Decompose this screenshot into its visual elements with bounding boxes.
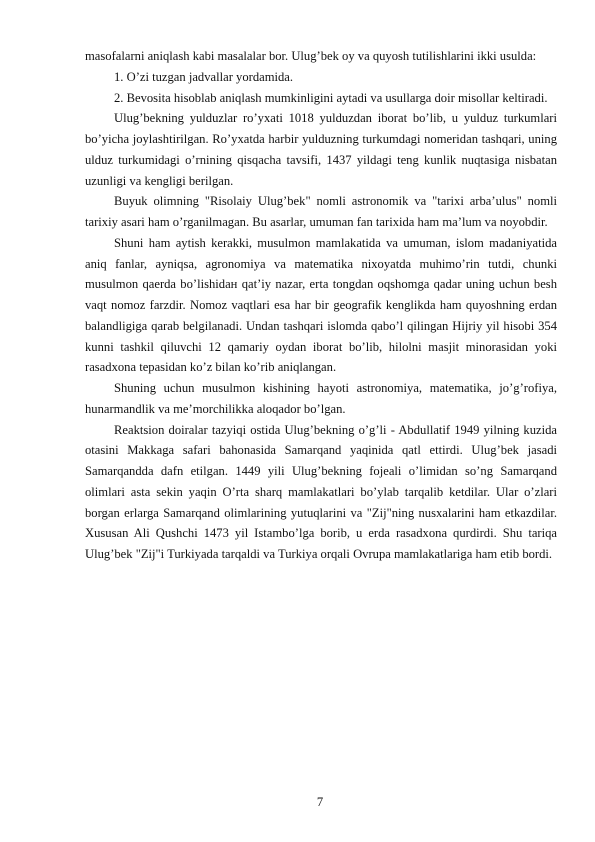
paragraph-5: Buyuk olimning "Risolaiy Ulug’bek" nomli astronomik va "tarixi arba’ulus" nomli tarixiy asari ham o’rganilmagan. Bu asarlar, umuman fan tarixida ham ma’lum va noyobdir. — [85, 194, 557, 229]
paragraph-1: masofalarni aniqlash kabi masalalar bor. Ulug’bek oy va quyosh tutilishlarini ikki usulda: — [85, 49, 537, 63]
paragraph-8: Reaktsion doiralar tazyiqi ostida Ulug’bekning o’g’li - Abdullatif 1949 yilning kuzida otasini Makkaga safari bahonasida Samarqand yaqinida qatl ettirdi. Ulug’bek jasadi Samarqandda dafn etilgan. 1449 yili Ulug’bekning fojeali o’limidan so’ng Samarqand olimlari asta sekin yaqin O’rta sharq mamlakatlari bo’ylab tarqalib ketdilar. Ular o’zlari borgan erlarga Samarqand olimlarining yutuqlarini va "Zij"ning nusxalarini ham etkazdilar. Xususan Ali Qushchi 1473 yil Istambo’lga borib, u erda rasadxona qurdirdi. Shu tariqa Ulug’bek "Zij"i Turkiyada tarqaldi va Turkiya orqali Ovrupa mamlakatlariga ham etib bordi. — [85, 422, 557, 561]
paragraph-7: Shuning uchun musulmon kishining hayoti astronomiya, matematika, jo’g’rofiya, hunarmandlik va me’morchilikka aloqador bo’lgan. — [85, 381, 557, 416]
paragraph-2: 1. O’zi tuzgan jadvallar yordamida. — [114, 69, 294, 84]
paragraph-6: Shuni ham aytish kerakki, musulmon mamlakatida va umuman, islom madaniyatida aniq fanlar, ayniqsa, agronomiya va matematika nixoyatda muhimo’rin tutdi, chunki musulmon qaerda bo’lishidaн qat’iy nazar, erta tongdan oqshomga qadar uning uchun besh vaqt nomoz farzdir. Nomoz vaqtlari esa har bir geografik kenglikda ham quyoshning erdan balandligiga qarab belgilanadi. Undan tashqari islomda qabo’l qilingan Hijriy yil hisobi 354 kunni tashkil qiluvchi 12 qamariy oydan iborat bo’lib, hilolni masjit minorasidan yoki rasadxona tepasidan ko’z bilan ko’rib aniqlangan. — [85, 235, 557, 375]
body-text — [85, 46, 557, 565]
paragraph-3: 2. Bevosita hisoblab aniqlash mumkinligini aytadi va usullarga doir misollar keltiradi. — [114, 90, 548, 105]
paragraph-4: Ulug’bekning yulduzlar ro’yxati 1018 yulduzdan iborat bo’lib, u yulduz turkumlari bo’yicha joylashtirilgan. Ro’yxatda harbir yulduzning turkumdagi nomeridan tashqari, uning ulduz turkumidagi o’rnining qisqacha tavsifi, 1437 yildagi teng kunlik nuqtasiga nisbatan uzunligi va kengligi berilgan. — [85, 111, 557, 188]
page-number: 7 — [316, 795, 324, 809]
